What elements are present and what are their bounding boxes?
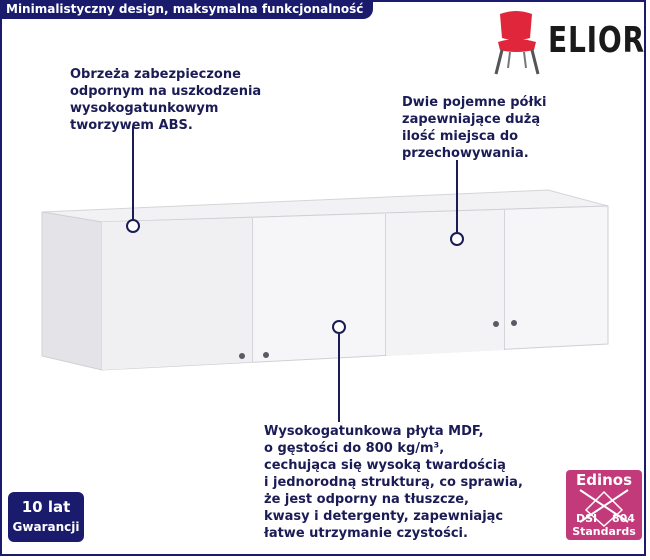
page-title: Minimalistyczny design, maksymalna funkcjonalność [0,0,373,19]
handle-knob [263,352,269,358]
warranty-badge [8,492,84,542]
handle-knob [493,321,499,327]
brand-name: ELIOR [548,20,645,61]
note-edges: Obrzeża zabezpieczone odpornym na uszkodzenia wysokogatunkowym tworzywem ABS. [70,67,262,133]
note-shelves: Dwie pojemne półki zapewniające dużą ilość miejsca do przechowywania. [402,95,547,161]
leader-line-shelves [456,160,458,232]
marker-dot-shelves [450,232,464,246]
edinos-badge [566,470,642,540]
edinos-standards: Standards [572,525,636,538]
warranty-label: Gwarancji [12,520,80,534]
warranty-years: 10 lat [21,498,71,516]
edinos-dsi: DSI [576,512,598,525]
edinos-number: 804 [612,512,635,525]
marker-dot-edges [126,219,140,233]
marker-dot-mdf [332,320,346,334]
handle-knob [239,353,245,359]
leader-line-mdf [338,334,340,422]
leader-line-edges [132,126,134,222]
edinos-name: Edinos [575,471,633,489]
handle-knob [511,320,517,326]
note-mdf: Wysokogatunkowa płyta MDF, o gęstości do 800 kg/m³, cechująca się wysoką twardością i jednorodną strukturą, co sprawia, że jest odporny na tłuszcze, kwasy i detergenty, zapewniając łatwe utrzymanie czystości. [264,424,523,541]
